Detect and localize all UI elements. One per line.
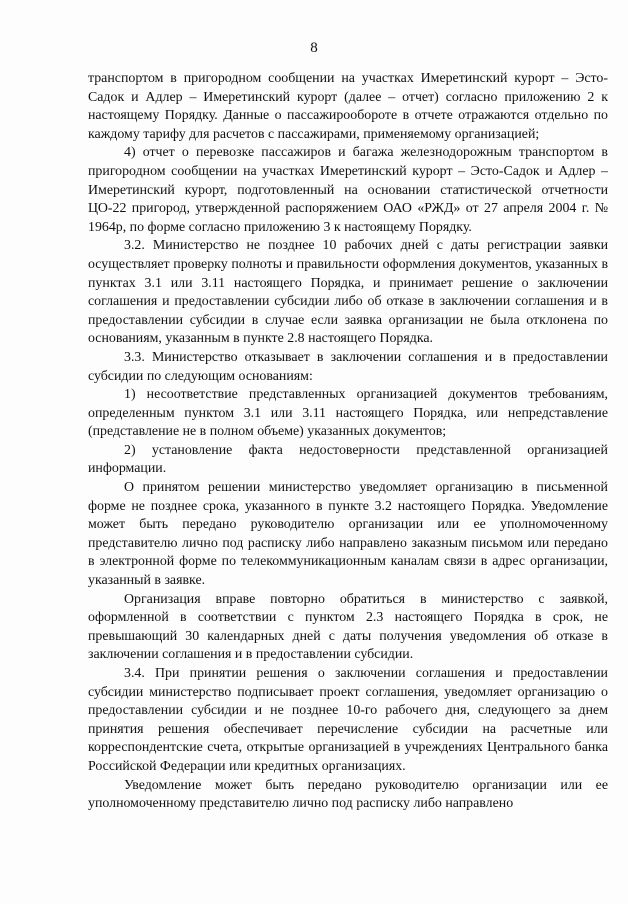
paragraph: 3.3. Министерство отказывает в заключении соглашения и в предоставлении субсидии по следующим основаниям: xyxy=(88,349,608,384)
page-number: 8 xyxy=(310,40,318,56)
paragraph: 2) установление факта недостоверности представленной организацией информации. xyxy=(88,442,608,477)
paragraph: 4) отчет о перевозке пассажиров и багажа железнодорожным транспортом в пригородном сообщении на участках Имеретинский курорт – Эсто-Садок и Адлер – Имеретинский курорт, подготовленный на основании статистической отчетности ЦО-22 пригород, утвержденной распоряжением ОАО «РЖД» от 27 апреля 2004 г. № 1964р, по форме согласно приложению 3 к настоящему Порядку. xyxy=(88,145,608,235)
paragraph: 3.2. Министерство не позднее 10 рабочих дней с даты регистрации заявки осуществляет проверку полноты и правильности оформления документов, указанных в пунктах 3.1 или 3.11 настоящего Порядка, и принимает решение о заключении соглашения и предоставлении субсидии либо об отказе в заключении соглашения и в предоставлении субсидии в случае если заявка организации не была отклонена по основаниям, указанным в пункте 2.8 настоящего Порядка. xyxy=(88,238,608,347)
paragraph: 3.4. При принятии решения о заключении соглашения и предоставлении субсидии министерство подписывает проект соглашения, уведомляет организацию о предоставлении субсидии и не позднее 10-го рабочего дня, следующего за днем принятия решения обеспечивает перечисление субсидии на расчетные или корреспондентские счета, открытые организацией в учреждениях Центрального банка Российской Федерации или кредитных организациях. xyxy=(88,666,608,774)
paragraph: Организация вправе повторно обратиться в министерство с заявкой, оформленной в соответствии с пунктом 2.3 настоящего Порядка в срок, не превышающий 30 календарных дней с даты получения уведомления об отказе в заключении соглашения и в предоставлении субсидии. xyxy=(88,591,608,663)
paragraph: О принятом решении министерство уведомляет организацию в письменной форме не позднее срока, указанного в пункте 3.2 настоящего Порядка. Уведомление может быть передано руководителю организации или ее уполномоченному представителю лично под расписку либо направлено заказным письмом или передано в электронной форме по телекоммуникационным каналам связи в адрес организации, указанный в заявке. xyxy=(88,480,608,589)
paragraph: транспортом в пригородном сообщении на участках Имеретинский курорт – Эсто-Садок и Адлер – Имеретинский курорт (далее – отчет) согласно приложению 2 к настоящему Порядку. Данные о пассажирообороте в отчете отражаются отдельно по каждому тарифу для расчетов с пассажирами, применяемому организацией; xyxy=(88,71,608,142)
document-body xyxy=(88,70,608,814)
paragraph: Уведомление может быть передано руководителю организации или ее уполномоченному представителю лично под расписку либо направлено xyxy=(88,777,608,812)
paragraph: 1) несоответствие представленных организацией документов требованиям, определенным пунктом 3.1 или 3.11 настоящего Порядка, или непредставление (представление не в полном объеме) указанных документов; xyxy=(88,387,608,440)
